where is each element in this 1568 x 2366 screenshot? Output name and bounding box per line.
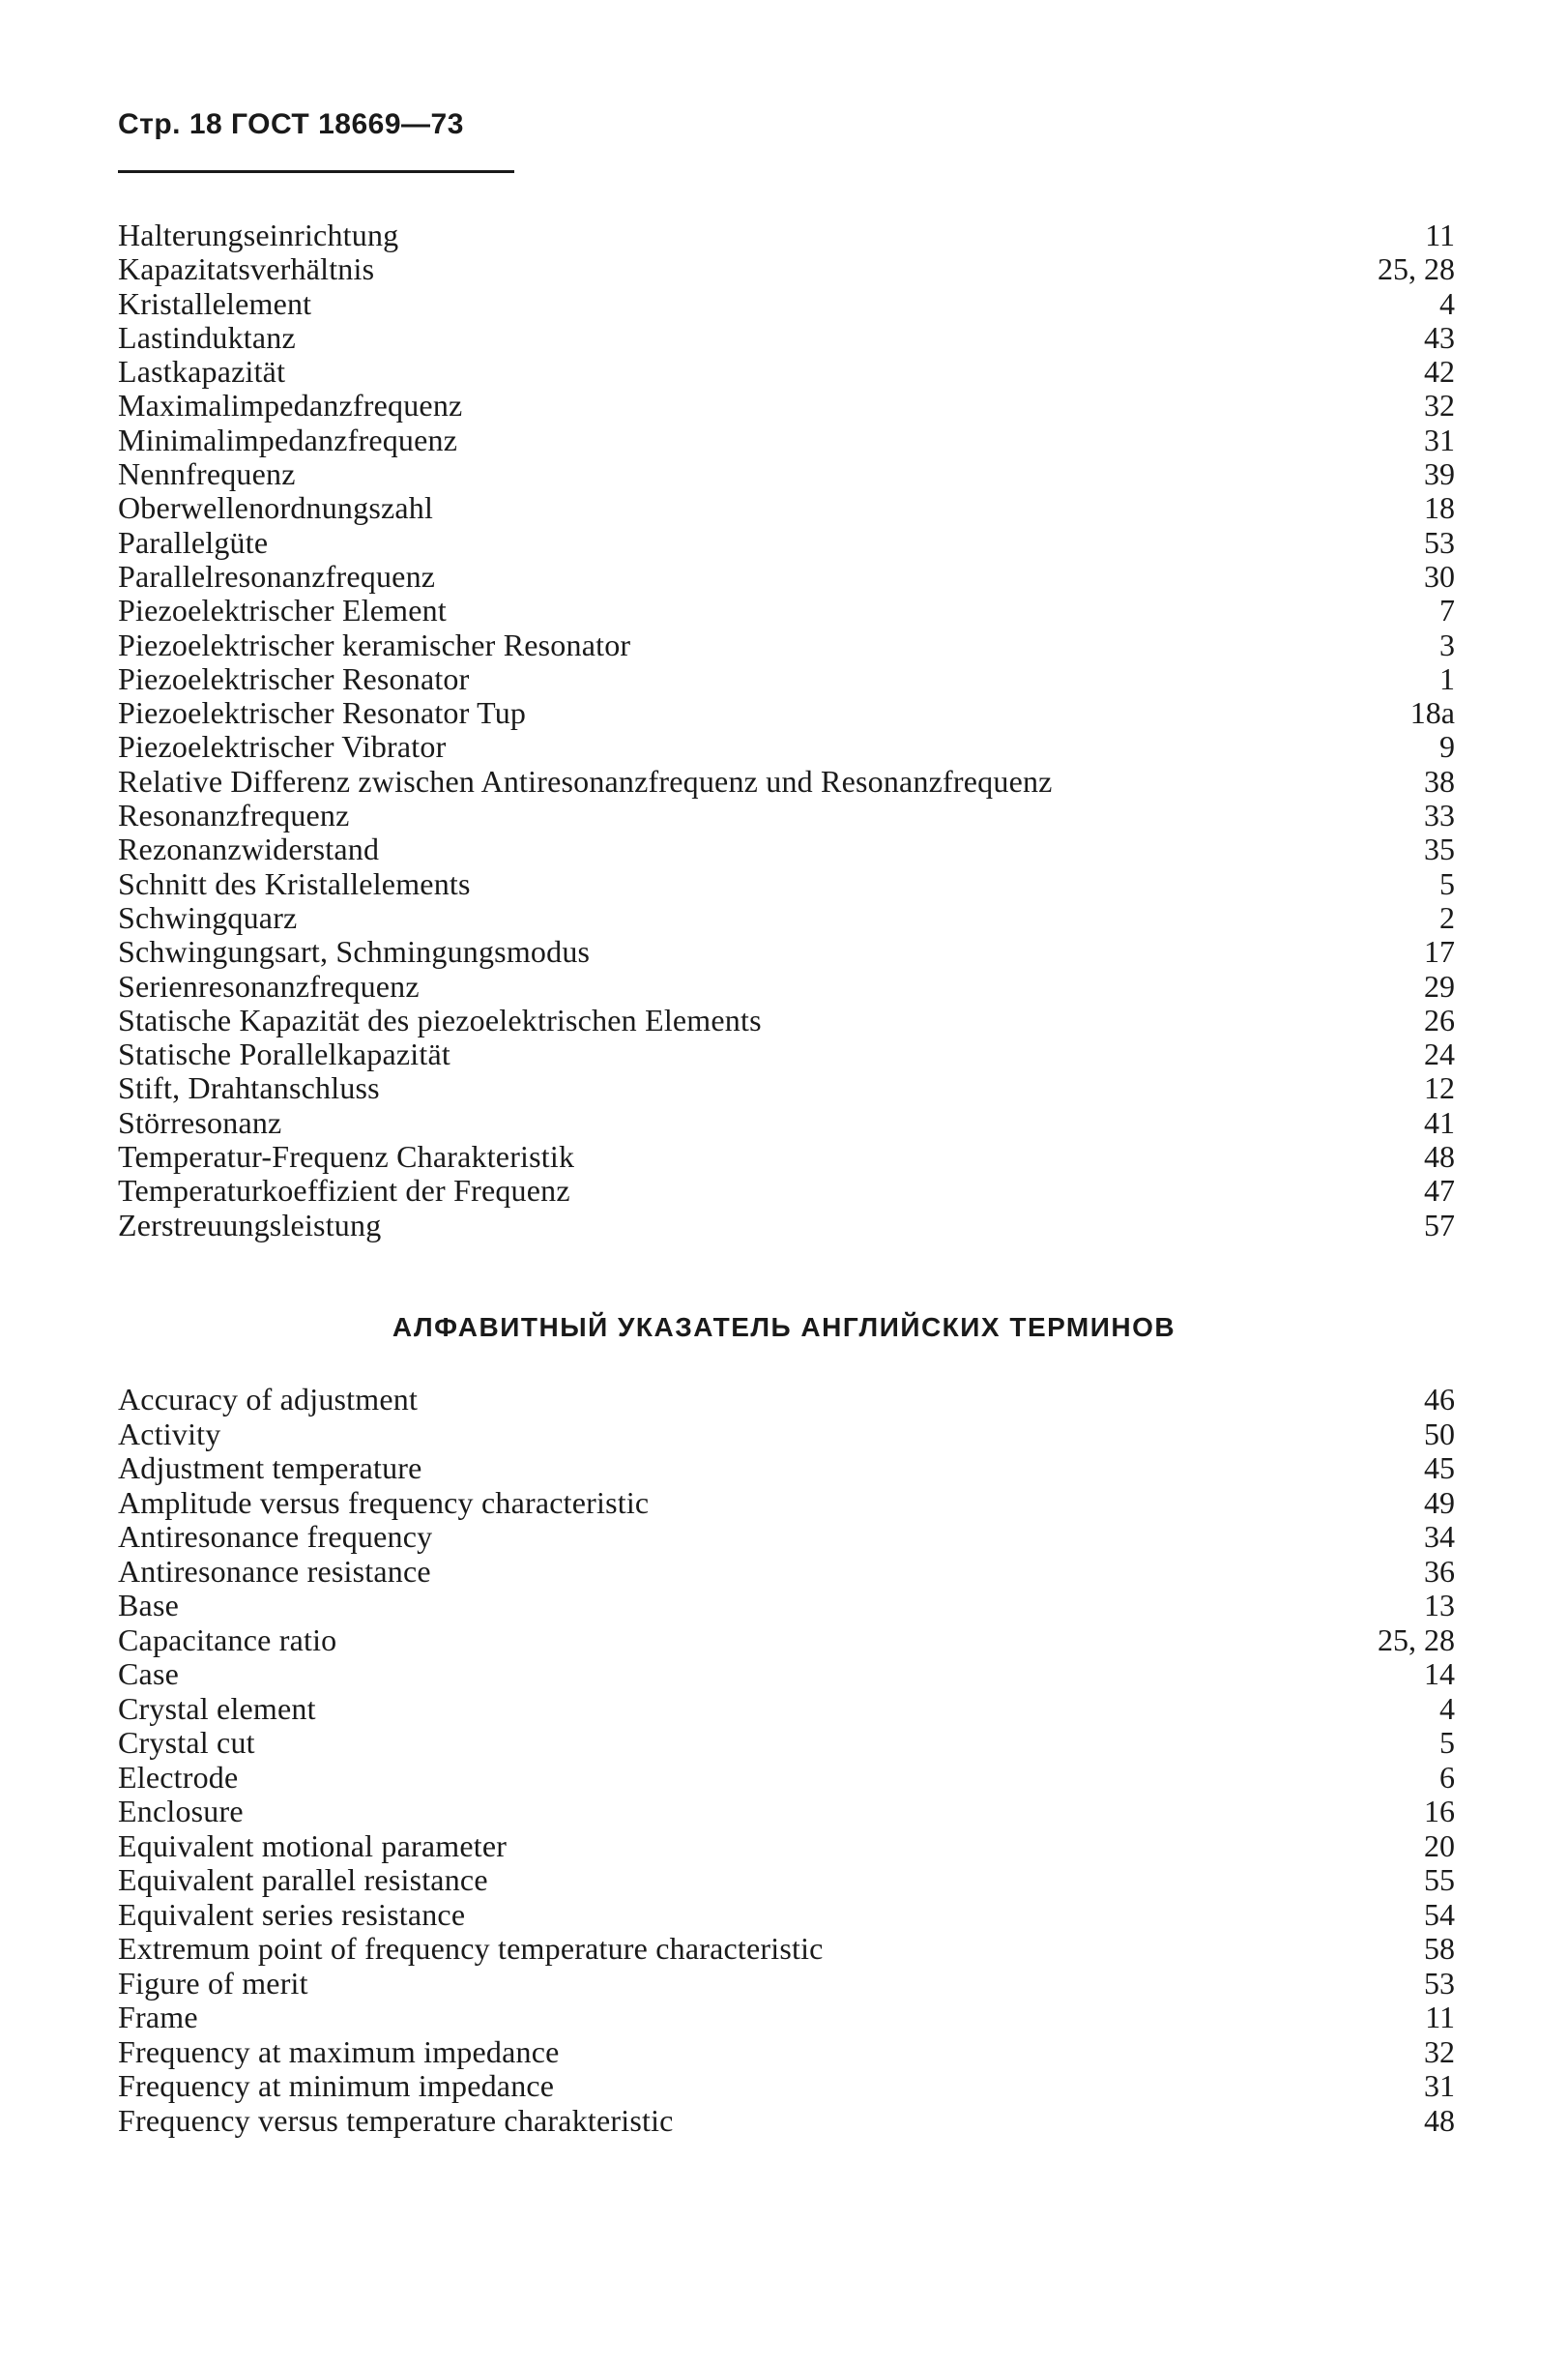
term-reference-number: 31 <box>1424 422 1455 457</box>
german-index-row <box>118 765 1457 799</box>
index-term: Piezoelektrischer Resonator Tup <box>118 695 527 731</box>
english-index-row <box>118 1898 1457 1933</box>
english-index-row <box>118 1932 1457 1967</box>
index-term: Electrode <box>118 1759 239 1795</box>
german-index-row <box>118 662 1457 696</box>
english-index-row <box>118 1417 1457 1452</box>
header-rule <box>118 170 514 173</box>
german-index-row <box>118 594 1457 628</box>
english-section-title: АЛФАВИТНЫЙ УКАЗАТЕЛЬ АНГЛИЙСКИХ ТЕРМИНОВ <box>392 1312 1176 1342</box>
index-term: Kapazitatsverhältnis <box>118 251 375 287</box>
index-term: Crystal element <box>118 1690 316 1726</box>
term-reference-number: 12 <box>1424 1070 1455 1106</box>
index-term: Frequency at minimum impedance <box>118 2068 555 2103</box>
index-term: Schnitt des Kristallelements <box>118 865 471 901</box>
german-index-row <box>118 1037 1457 1071</box>
index-term: Enclosure <box>118 1794 244 1828</box>
index-term: Crystal cut <box>118 1725 255 1760</box>
term-reference-number: 32 <box>1424 2033 1455 2069</box>
english-index-row <box>118 2001 1457 2035</box>
index-term: Activity <box>118 1416 221 1451</box>
english-index-row <box>118 1486 1457 1521</box>
german-index-row <box>118 321 1457 355</box>
german-index-row <box>118 696 1457 730</box>
german-index-row <box>118 491 1457 525</box>
german-index-row <box>118 1174 1457 1208</box>
german-index-row <box>118 287 1457 321</box>
term-reference-number: 41 <box>1424 1104 1455 1140</box>
index-term: Piezoelektrischer Element <box>118 593 447 628</box>
english-index-row <box>118 1761 1457 1796</box>
term-reference-number: 57 <box>1424 1207 1455 1242</box>
german-index-row <box>118 1071 1457 1105</box>
index-term: Parallelgüte <box>118 524 269 560</box>
index-term: Frequency versus temperature charakteristic <box>118 2102 674 2138</box>
term-reference-number: 1 <box>1439 660 1455 696</box>
term-reference-number: 48 <box>1424 1139 1455 1175</box>
page-header: Стр. 18 ГОСТ 18669—73 <box>118 108 464 140</box>
term-reference-number: 30 <box>1424 558 1455 594</box>
index-term: Maximalimpedanzfrequenz <box>118 388 463 424</box>
index-term: Zerstreuungsleistung <box>118 1207 382 1242</box>
term-reference-number: 47 <box>1424 1173 1455 1209</box>
english-index-row <box>118 1967 1457 2001</box>
term-reference-number: 58 <box>1424 1931 1455 1966</box>
term-reference-number: 24 <box>1424 1037 1455 1072</box>
index-term: Nennfrequenz <box>118 456 296 492</box>
term-reference-number: 25, 28 <box>1378 251 1455 287</box>
term-reference-number: 39 <box>1424 456 1455 492</box>
index-term: Serienresonanzfrequenz <box>118 968 420 1004</box>
index-term: Figure of merit <box>118 1965 308 2001</box>
german-index-row <box>118 730 1457 764</box>
english-index-row <box>118 1726 1457 1761</box>
german-index-row <box>118 560 1457 594</box>
index-term: Equivalent motional parameter <box>118 1827 508 1863</box>
german-index-row <box>118 1004 1457 1037</box>
term-reference-number: 48 <box>1424 2102 1455 2138</box>
term-reference-number: 32 <box>1424 388 1455 424</box>
german-index-row <box>118 935 1457 969</box>
english-index-row <box>118 1451 1457 1486</box>
index-term: Statische Kapazität des piezoelektrischen Elements <box>118 1002 762 1037</box>
german-index-row <box>118 424 1457 457</box>
index-term: Minimalimpedanzfrequenz <box>118 422 458 457</box>
german-index-row <box>118 1106 1457 1140</box>
term-reference-number: 36 <box>1424 1553 1455 1589</box>
german-index-row <box>118 389 1457 423</box>
index-term: Piezoelektrischer Resonator <box>118 660 470 696</box>
german-index-row <box>118 832 1457 866</box>
index-term: Adjustment temperature <box>118 1450 422 1485</box>
term-reference-number: 26 <box>1424 1002 1455 1037</box>
term-reference-number: 29 <box>1424 968 1455 1004</box>
index-term: Base <box>118 1588 180 1622</box>
term-reference-number: 20 <box>1424 1827 1455 1863</box>
term-reference-number: 53 <box>1424 524 1455 560</box>
term-reference-number: 55 <box>1424 1862 1455 1897</box>
term-reference-number: 43 <box>1424 319 1455 355</box>
english-index-row <box>118 1829 1457 1864</box>
german-index-row <box>118 901 1457 935</box>
english-index-row <box>118 1795 1457 1829</box>
german-index-row <box>118 867 1457 901</box>
english-index-row <box>118 1383 1457 1417</box>
index-term: Piezoelektrischer Vibrator <box>118 729 447 765</box>
german-index-row <box>118 252 1457 286</box>
english-index-row <box>118 1589 1457 1623</box>
index-term: Statische Porallelkapazität <box>118 1037 450 1072</box>
term-reference-number: 16 <box>1424 1794 1455 1828</box>
german-index-row <box>118 355 1457 389</box>
english-index-row <box>118 1692 1457 1727</box>
index-term: Antiresonance resistance <box>118 1553 431 1589</box>
term-reference-number: 11 <box>1425 2000 1455 2034</box>
german-index-row <box>118 457 1457 491</box>
term-reference-number: 18a <box>1409 695 1455 731</box>
term-reference-number: 4 <box>1439 1690 1455 1726</box>
german-index-row <box>118 799 1457 832</box>
term-reference-number: 38 <box>1424 763 1455 799</box>
term-reference-number: 53 <box>1424 1965 1455 2001</box>
german-index-row <box>118 628 1457 662</box>
german-index-row <box>118 1140 1457 1174</box>
index-term: Piezoelektrischer keramischer Resonator <box>118 627 631 662</box>
index-term: Equivalent parallel resistance <box>118 1862 488 1897</box>
term-reference-number: 6 <box>1439 1759 1455 1795</box>
term-reference-number: 17 <box>1424 934 1455 970</box>
index-term: Stift, Drahtanschluss <box>118 1070 380 1106</box>
index-term: Capacitance ratio <box>118 1621 337 1657</box>
index-term: Frequency at maximum impedance <box>118 2033 560 2069</box>
term-reference-number: 14 <box>1424 1656 1455 1691</box>
index-term: Amplitude versus frequency characteristic <box>118 1484 650 1520</box>
german-index-row <box>118 1209 1457 1242</box>
german-index-row <box>118 219 1457 252</box>
index-term: Frame <box>118 2000 198 2034</box>
index-term: Lastinduktanz <box>118 319 296 355</box>
english-index-row <box>118 1520 1457 1555</box>
english-index-row <box>118 2035 1457 2070</box>
english-index-row <box>118 2104 1457 2139</box>
term-reference-number: 9 <box>1439 729 1455 765</box>
english-index-row <box>118 2069 1457 2104</box>
term-reference-number: 46 <box>1424 1382 1455 1417</box>
index-term: Schwingquarz <box>118 899 298 935</box>
index-term: Accuracy of adjustment <box>118 1382 419 1417</box>
term-reference-number: 50 <box>1424 1416 1455 1451</box>
term-reference-number: 25, 28 <box>1378 1621 1455 1657</box>
index-term: Antiresonance frequency <box>118 1519 433 1554</box>
term-reference-number: 2 <box>1439 899 1455 935</box>
term-reference-number: 3 <box>1439 627 1455 662</box>
index-term: Lastkapazität <box>118 354 286 390</box>
english-index-list <box>118 1383 1457 2138</box>
german-index-list <box>118 219 1457 1242</box>
term-reference-number: 11 <box>1425 218 1455 252</box>
term-reference-number: 5 <box>1439 865 1455 901</box>
term-reference-number: 7 <box>1439 593 1455 628</box>
english-index-row <box>118 1623 1457 1658</box>
index-term: Kristallelement <box>118 285 312 321</box>
english-index-row <box>118 1555 1457 1590</box>
index-term: Rezonanzwiderstand <box>118 832 380 867</box>
term-reference-number: 13 <box>1424 1588 1455 1622</box>
german-index-row <box>118 970 1457 1004</box>
term-reference-number: 4 <box>1439 285 1455 321</box>
term-reference-number: 33 <box>1424 798 1455 833</box>
term-reference-number: 5 <box>1439 1725 1455 1760</box>
index-term: Halterungseinrichtung <box>118 218 399 252</box>
term-reference-number: 34 <box>1424 1519 1455 1554</box>
term-reference-number: 18 <box>1424 490 1455 526</box>
term-reference-number: 49 <box>1424 1484 1455 1520</box>
english-index-row <box>118 1863 1457 1898</box>
term-reference-number: 31 <box>1424 2068 1455 2103</box>
index-term: Resonanzfrequenz <box>118 798 350 833</box>
german-index-row <box>118 526 1457 560</box>
index-term: Extremum point of frequency temperature characteristic <box>118 1931 824 1966</box>
index-term: Schwingungsart, Schmingungsmodus <box>118 934 591 970</box>
index-term: Relative Differenz zwischen Antiresonanzfrequenz und Resonanzfrequenz <box>118 763 1053 799</box>
index-term: Oberwellenordnungszahl <box>118 490 434 526</box>
index-term: Störresonanz <box>118 1104 282 1140</box>
index-term: Parallelresonanzfrequenz <box>118 558 436 594</box>
index-term: Temperaturkoeffizient der Frequenz <box>118 1173 570 1209</box>
term-reference-number: 54 <box>1424 1896 1455 1932</box>
index-term: Case <box>118 1656 180 1691</box>
term-reference-number: 42 <box>1424 354 1455 390</box>
index-term: Equivalent series resistance <box>118 1896 466 1932</box>
term-reference-number: 35 <box>1424 832 1455 867</box>
index-term: Temperatur-Frequenz Charakteristik <box>118 1139 575 1175</box>
english-index-row <box>118 1657 1457 1692</box>
term-reference-number: 45 <box>1424 1450 1455 1485</box>
